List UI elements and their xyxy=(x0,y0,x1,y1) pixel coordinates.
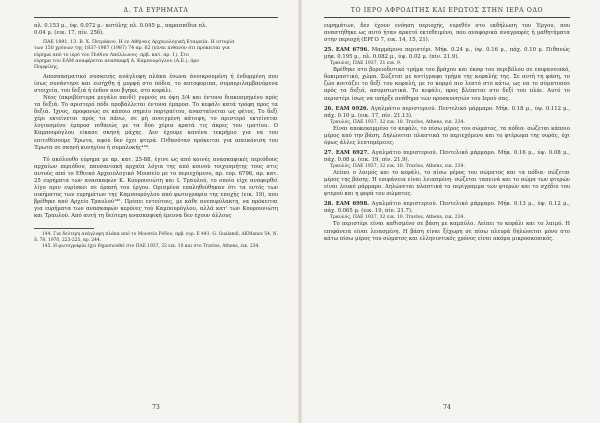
reference-line: εύρημα από το ιερό του Πυθίου Απόλλωνος· πρβ. κατ. αρ. 1). Στο xyxy=(34,52,189,58)
entry-reference: Τραυλός, ΠΑΕ 1937, 32 εικ. 10. Travlos, Athens, εικ. 234. xyxy=(330,215,465,221)
entry-text: Αγαλμάτιο περιστεριού. Πεντελικό μάρμαρο. Μήκ. 0.18 μ., ύψ. 0.112 μ., πάχ. 0.10 μ. (εικ. 17, πίν. 21.13). xyxy=(324,105,570,119)
page-number-left: 73 xyxy=(152,404,160,411)
intro-line: 0.04 μ. (εικ. 17, πίν. 25δ). xyxy=(34,30,104,37)
reference-line: Πομφίλης. xyxy=(34,64,59,70)
entry-label: 26. ΕΑΜ 6926. xyxy=(324,105,371,112)
reference-block xyxy=(34,40,278,71)
right-page xyxy=(302,0,600,423)
entry-text: Μαρμάρινο περιστέρι. Μήκ. 0.24 μ., ύψ. 0.16 μ., πάχ. 0.10 μ. Πιθανώς μήκ. 0.195 μ., πλ. 0.082 μ., ύψ. 0.02 μ. (πίν. 21.9). xyxy=(324,47,570,61)
entry-label: 28. ΕΑΜ 6998. xyxy=(324,201,372,208)
entry-text: Αγαλμάτιο περιστεριού. Πεντελικό μάρμαρο. Μήκ. 0.16 μ., ύψ. 0.08 μ., πάχ. 0.08 μ. (εικ. 19, πίν. 21.9). xyxy=(324,149,570,163)
intro-paragraph: ευρημάτων, δεν έχουν ενόηση περιοχής, ευρεθέν στο εκδήλωση του Έργου, που αναστήθηκε ως αυτό ήταν αρκετό εκτεθειμένο, που αναφορικά αναγραφές ή μαθητήματα στην περιοχή (ΕΡΓΟ 7, εικ. 14, 15, 21). xyxy=(324,23,570,44)
catalogue-entry xyxy=(324,47,570,102)
entry-description: Βρέθηκε στο βορειοδυτικό τμήμα του βράχου και έκσφ του περιβόλου σε επιφανειακό, δοκιμαστικό, χώμα. Σώζεται με αντίγραφο τμήμα της κεφαλής της. Σε αυτή τη φάση, το ζώο κοιτάζει το δεξί του κεφαλή, με το κορμό πιο λεπτό στο κάτω, ως να το σύμπτυσσε πρός τα δεξιά, ασυμπτωτικά. Το κεφάλι, προς βλέπεται στο δεξί του πλάι. Αυτό το περιστέρι ίσως να υπήρξε ανάθημα των προσκυνητών του Ιερού σας. xyxy=(324,67,570,102)
entry-description: Είναι αποκεκομμένο το κεφάλι, το πίσω μέρος του σώματος, τα πόδια· σώζεται κάποιο μέρος από την βάση. Δηλώνεται πλαστικά το περιεχόμενο και το φτέρωμα της ουράς, όχι όμως άλλες λεπτομέρειες. xyxy=(324,125,570,146)
intro-line: πλ. 0.153 μ., ύψ. 0.072 μ.· κοτύλης πλ. 0.045 μ., παρασπίδια πλ. xyxy=(34,23,207,29)
entry-reference: Τραυλός, ΠΑΕ 1937, 32 εικ. 10. Travlos, Athens, εικ. 234. xyxy=(330,163,465,169)
footnote: 145. Η φωτογραφία έχει δημοσιευθεί στο ΠΑΕ 1937, 32 εικ. 10 και στο Travlos, Athens, εικ. 234. xyxy=(42,243,260,249)
paragraph: Αποσπασματικό συσκευής ανάγλυφη πλάκα ένωνα άνοικρουμένη ή ένδυρμένη που ίσως συνάντησε και εισήχθη ή μορφή στο πόδια, το αυτοφοριπα, συμπεριλαμβανόμενα στοιχεία, του δεξιά ή ένδον που βγήκε, στο κεφάλι. xyxy=(34,74,278,95)
left-body xyxy=(34,23,278,220)
entry-label: 25. ΕΑΜ 6796. xyxy=(324,47,372,54)
catalogue-entry xyxy=(324,201,570,242)
header-rule xyxy=(34,17,278,18)
entry-reference: Τραυλός, ΠΑΕ 1937, 32 εικ. 10. Travlos, Athens, εικ. 234. xyxy=(330,119,465,125)
entry-description: Το περιστέρι είναι καθισμένο σε βάση με καμπύλο. Λείπει το κεφάλι και το λαιμό. Η επιφάνεια είναι λειασμένη. Η βάση είναι ξέχωρη σε πίσω πλευρά δηλώνεται μόνο στο κάτω πίσω μέρος του σώματος και ελληνιστικός χρόνος είναι ακόμα μικροσκοπικός. xyxy=(324,221,570,242)
entry-reference: Τραυλός, ΠΑΕ 1937, 31 εικ. 9. xyxy=(330,61,402,67)
header-rule xyxy=(324,17,570,18)
paragraph: Νέος (ακριβέστερα μεγάλο παιδί) γυμνός σε όψη 3/4 και έντονο διακοσμημένο πρός τα δεξιά. Το αριστερό πόδι προβάλλεται έντονα έμπροσ. Το κεφάλι κατά τρόφη προς τα δεξιά. Ίχνος, προφανώς σε κάποιο σημείο πορτραίτου, ανασταίνεται ως φέτος. Το δεξί χέρι εκτείνεται πρός τα πάνω, σε μή ανοιγμένη κάτοψη, το αριστερό εκτείνεται λογιασμένο έμπροσ πιθανώς με τα δύο χέρια κρατά τις άκρες του ιματίου. Ο Καμπουρόγλου είκασε σκηνή μάχης. Δεν έχουμε κανένα τεκμήριο για να του επιτεθέσουμε Έρωτα, αφού δεν έχει φτερά. Πιθανόταν πρόκειται για απεικόνιση του Έρωτα σε σκηνή κυνηγίου ή συμπλοκής¹⁴⁴. xyxy=(34,95,278,151)
catalogue-entry xyxy=(324,150,570,198)
footnote: 144. Για δεύτερη ανάγλυφη πλάκα από το Μουσείο Ρόδου, πρβ. ευρ. Ε 441· G. Gualandi, AKManos 54, Ν. S. 78, 1970, 223-225, αρ. 244. xyxy=(34,232,278,243)
running-head-right: ΤΟ ΙΕΡΟ ΑΦΡΟΔΙΤΗΣ ΚΑΙ ΕΡΩΤΟΣ ΣΤΗΝ ΙΕΡΑ ΟΔΟ xyxy=(350,7,544,14)
reference-line: εύρημα του ΕΑΜ αναφέρεται ανασκαφή Δ. Καμπουρόγλου (Α.Ε.), άρο xyxy=(34,58,200,64)
entry-label: 27. ΕΑΜ 6927. xyxy=(324,149,372,156)
footnote-rule xyxy=(34,228,94,229)
paragraph: Τό ακόλουθο εύρημα με αρ. κατ. 25-88, έγινε ως από κοινές ανασκαφικές περιόδους αρχαίων περιόδου, παυσανιακή αρχαία λόγια της από κοινού τοιχοσμήτης τους στις αυτούς από το Εθνικό Αρχαιολογικό Μουσείο με το περιεχόμενο, αρ. ευρ. 6796, αρ. κατ. 25 ευρήματα των ανασκαφών Κ. Κουρουνιώτη και Ι. Τραυλού, το οποίο είχε αναφερθεί λίγο πριν ευρίσκει σε όρασή του έργου. Ορισμένα επαληθεύθηκαν ότι τα εντός των οικήματος των ευρημάτων της Καμπουρόγλου από φωτογραφία της εποχής (εικ. 19), που βρέθηκε από Αρχείο Τραυλού¹⁴⁵. Πρέπει εντούτοις, με κάθε ανεπιφύλακτη, να πρόκειται για ευρήματα των ανασκαφών κερόνες τού Καμπουρόγλου, αλλά κατ' των Κουρουνιώτη και Τραυλού. Από αυτή τη δεύτερη ανασκαφική έρευνα δεν έχουν άλλους xyxy=(34,156,278,219)
reference-line: των 150 χρόνων της 1837-1987 (1987) 74 αρ. 62 (είναι πιθανόν ότι πρόκειται για xyxy=(34,46,230,52)
right-body xyxy=(324,23,570,243)
running-head-left: Δ. ΤΑ ΕΥΡΗΜΑΤΑ xyxy=(123,7,189,14)
footnotes xyxy=(34,232,278,249)
entry-text: Αγαλμάτιο περιστεριού. Πεντελικό μάρμαρο. Μήκ. 0.13 μ., ύψ. 0.12 μ., πάχ. 0.065 μ. (εικ. 19, πίν. 21.7). xyxy=(324,201,570,215)
page-number-right: 74 xyxy=(443,404,451,411)
reference-line: ΠΑΕ 1891, 13. Β. Χ. Πετράκου, Η εν Αθήναις Αρχαιολογική Εταιρεία. Η ιστορία xyxy=(43,40,235,46)
left-page xyxy=(0,0,298,423)
catalogue-entry xyxy=(324,106,570,147)
entry-description: Λείπει ο λαιμός και το κεφάλι, το πίσω μέρος του σώματος και τα πόδια· σώζεται μέρος της βάσης. Η επιφάνεια είναι λειασμένη· σώζεται ταπεινά και το σώμα των φτερών είναι λευκό μάρμαρο. Δηλώνεται πλαστικά το περίγραμμα των φτερών και το σχέδιο του φτερού και η φορά του σώματος. xyxy=(324,170,570,198)
